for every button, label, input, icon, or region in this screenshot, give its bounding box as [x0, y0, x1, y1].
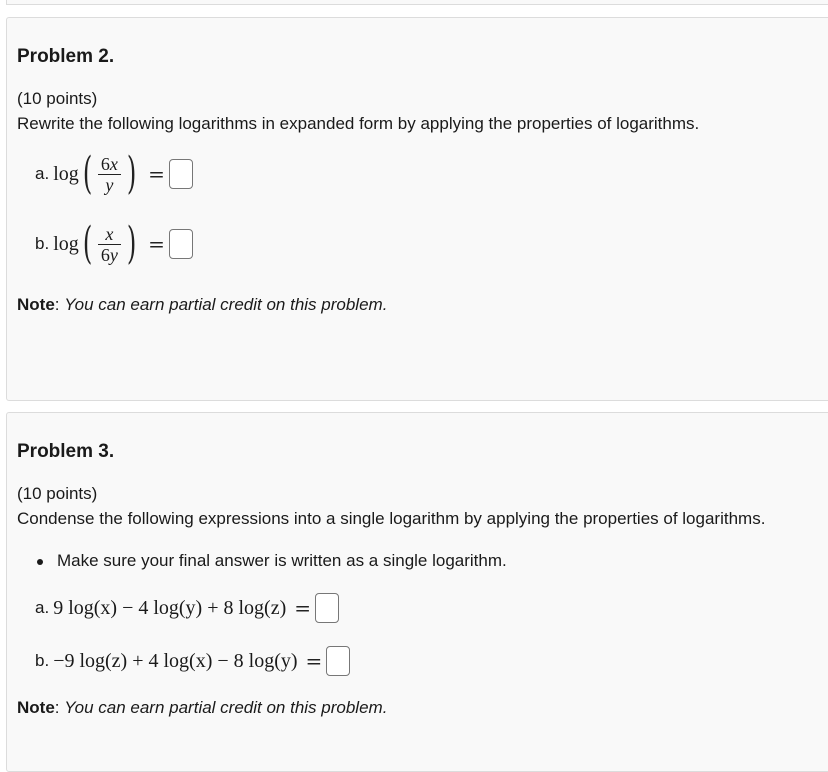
- expression: −9 log(z) + 4 log(x) − 8 log(y): [53, 649, 298, 672]
- condense-item-a: [35, 593, 339, 623]
- answer-input-2b[interactable]: [169, 229, 193, 259]
- left-paren: (: [82, 218, 93, 269]
- numerator: x: [105, 223, 114, 244]
- equals-sign: =: [148, 232, 165, 256]
- equals-sign: =: [148, 162, 165, 186]
- partial-credit-note: Note: You can earn partial credit on this problem.: [17, 295, 388, 314]
- expression: 9 log(x) − 4 log(y) + 8 log(z): [53, 596, 287, 619]
- fraction: [98, 154, 121, 195]
- bullet-icon: [37, 559, 43, 565]
- left-paren: (: [82, 148, 93, 199]
- answer-input-2a[interactable]: [169, 159, 193, 189]
- answer-input-3b[interactable]: [326, 646, 350, 676]
- item-label: b.: [35, 234, 50, 253]
- problem-instruction: Rewrite the following logarithms in expanded form by applying the properties of logarithms.: [17, 114, 700, 133]
- problem-points: (10 points): [17, 89, 98, 108]
- problem-3-card: [6, 412, 828, 772]
- log-function: log: [53, 162, 79, 185]
- answer-input-3a[interactable]: [315, 593, 339, 623]
- item-label: a.: [35, 164, 50, 183]
- previous-card-edge: [6, 0, 828, 5]
- item-label: a.: [35, 598, 50, 617]
- condense-item-b: [35, 646, 350, 676]
- expand-item-a: [35, 148, 193, 199]
- problem-instruction: Condense the following expressions into a single logarithm by applying the properties of logarithms.: [17, 509, 766, 528]
- partial-credit-note: Note: You can earn partial credit on this problem.: [17, 698, 388, 717]
- fraction: [98, 224, 121, 265]
- log-function: log: [53, 232, 79, 255]
- numerator: 6x: [100, 153, 118, 174]
- denominator: 6y: [100, 244, 118, 265]
- problem-2-card: [6, 17, 828, 401]
- instruction-bullet: Make sure your final answer is written as a single logarithm.: [37, 551, 507, 571]
- right-paren: ): [126, 148, 137, 199]
- expand-item-b: [35, 218, 193, 269]
- equals-sign: =: [305, 649, 323, 673]
- right-paren: ): [126, 218, 137, 269]
- denominator: y: [105, 174, 114, 195]
- item-label: b.: [35, 651, 50, 670]
- problem-title: Problem 3.: [17, 441, 115, 462]
- problem-points: (10 points): [17, 484, 98, 503]
- equals-sign: =: [294, 596, 312, 620]
- problem-title: Problem 2.: [17, 46, 115, 67]
